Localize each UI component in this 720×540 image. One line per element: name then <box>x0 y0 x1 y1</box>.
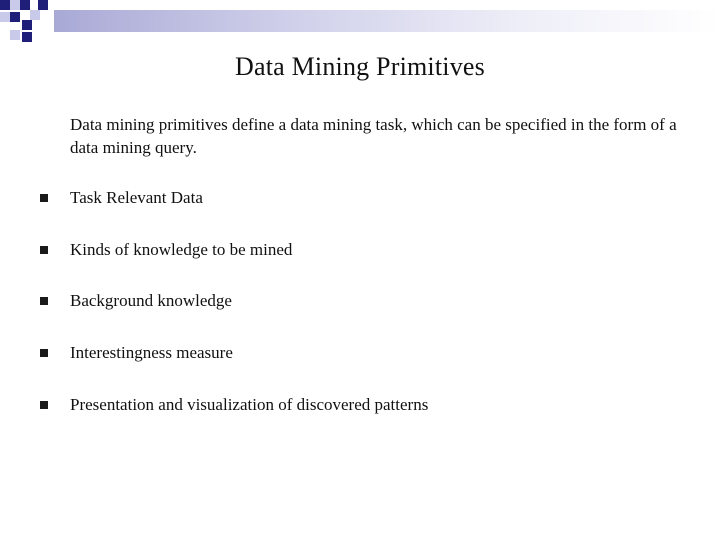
square-bullet-icon <box>40 349 48 357</box>
list-item-label: Background knowledge <box>70 291 232 310</box>
list-item <box>0 393 720 419</box>
list-item-label: Kinds of knowledge to be mined <box>70 240 293 259</box>
list-item <box>0 289 720 315</box>
intro-paragraph: Data mining primitives define a data mining task, which can be specified in the form of a data mining query. <box>70 115 677 157</box>
list-item-label: Task Relevant Data <box>70 188 203 207</box>
list-item <box>0 238 720 264</box>
list-item-label: Interestingness measure <box>70 343 233 362</box>
square-bullet-icon <box>40 246 48 254</box>
list-item <box>0 341 720 367</box>
square-bullet-icon <box>40 401 48 409</box>
slide-title: Data Mining Primitives <box>235 52 485 81</box>
square-bullet-icon <box>40 194 48 202</box>
list-item-label: Presentation and visualization of discovered patterns <box>70 395 429 414</box>
square-bullet-icon <box>40 297 48 305</box>
list-item <box>0 186 720 212</box>
